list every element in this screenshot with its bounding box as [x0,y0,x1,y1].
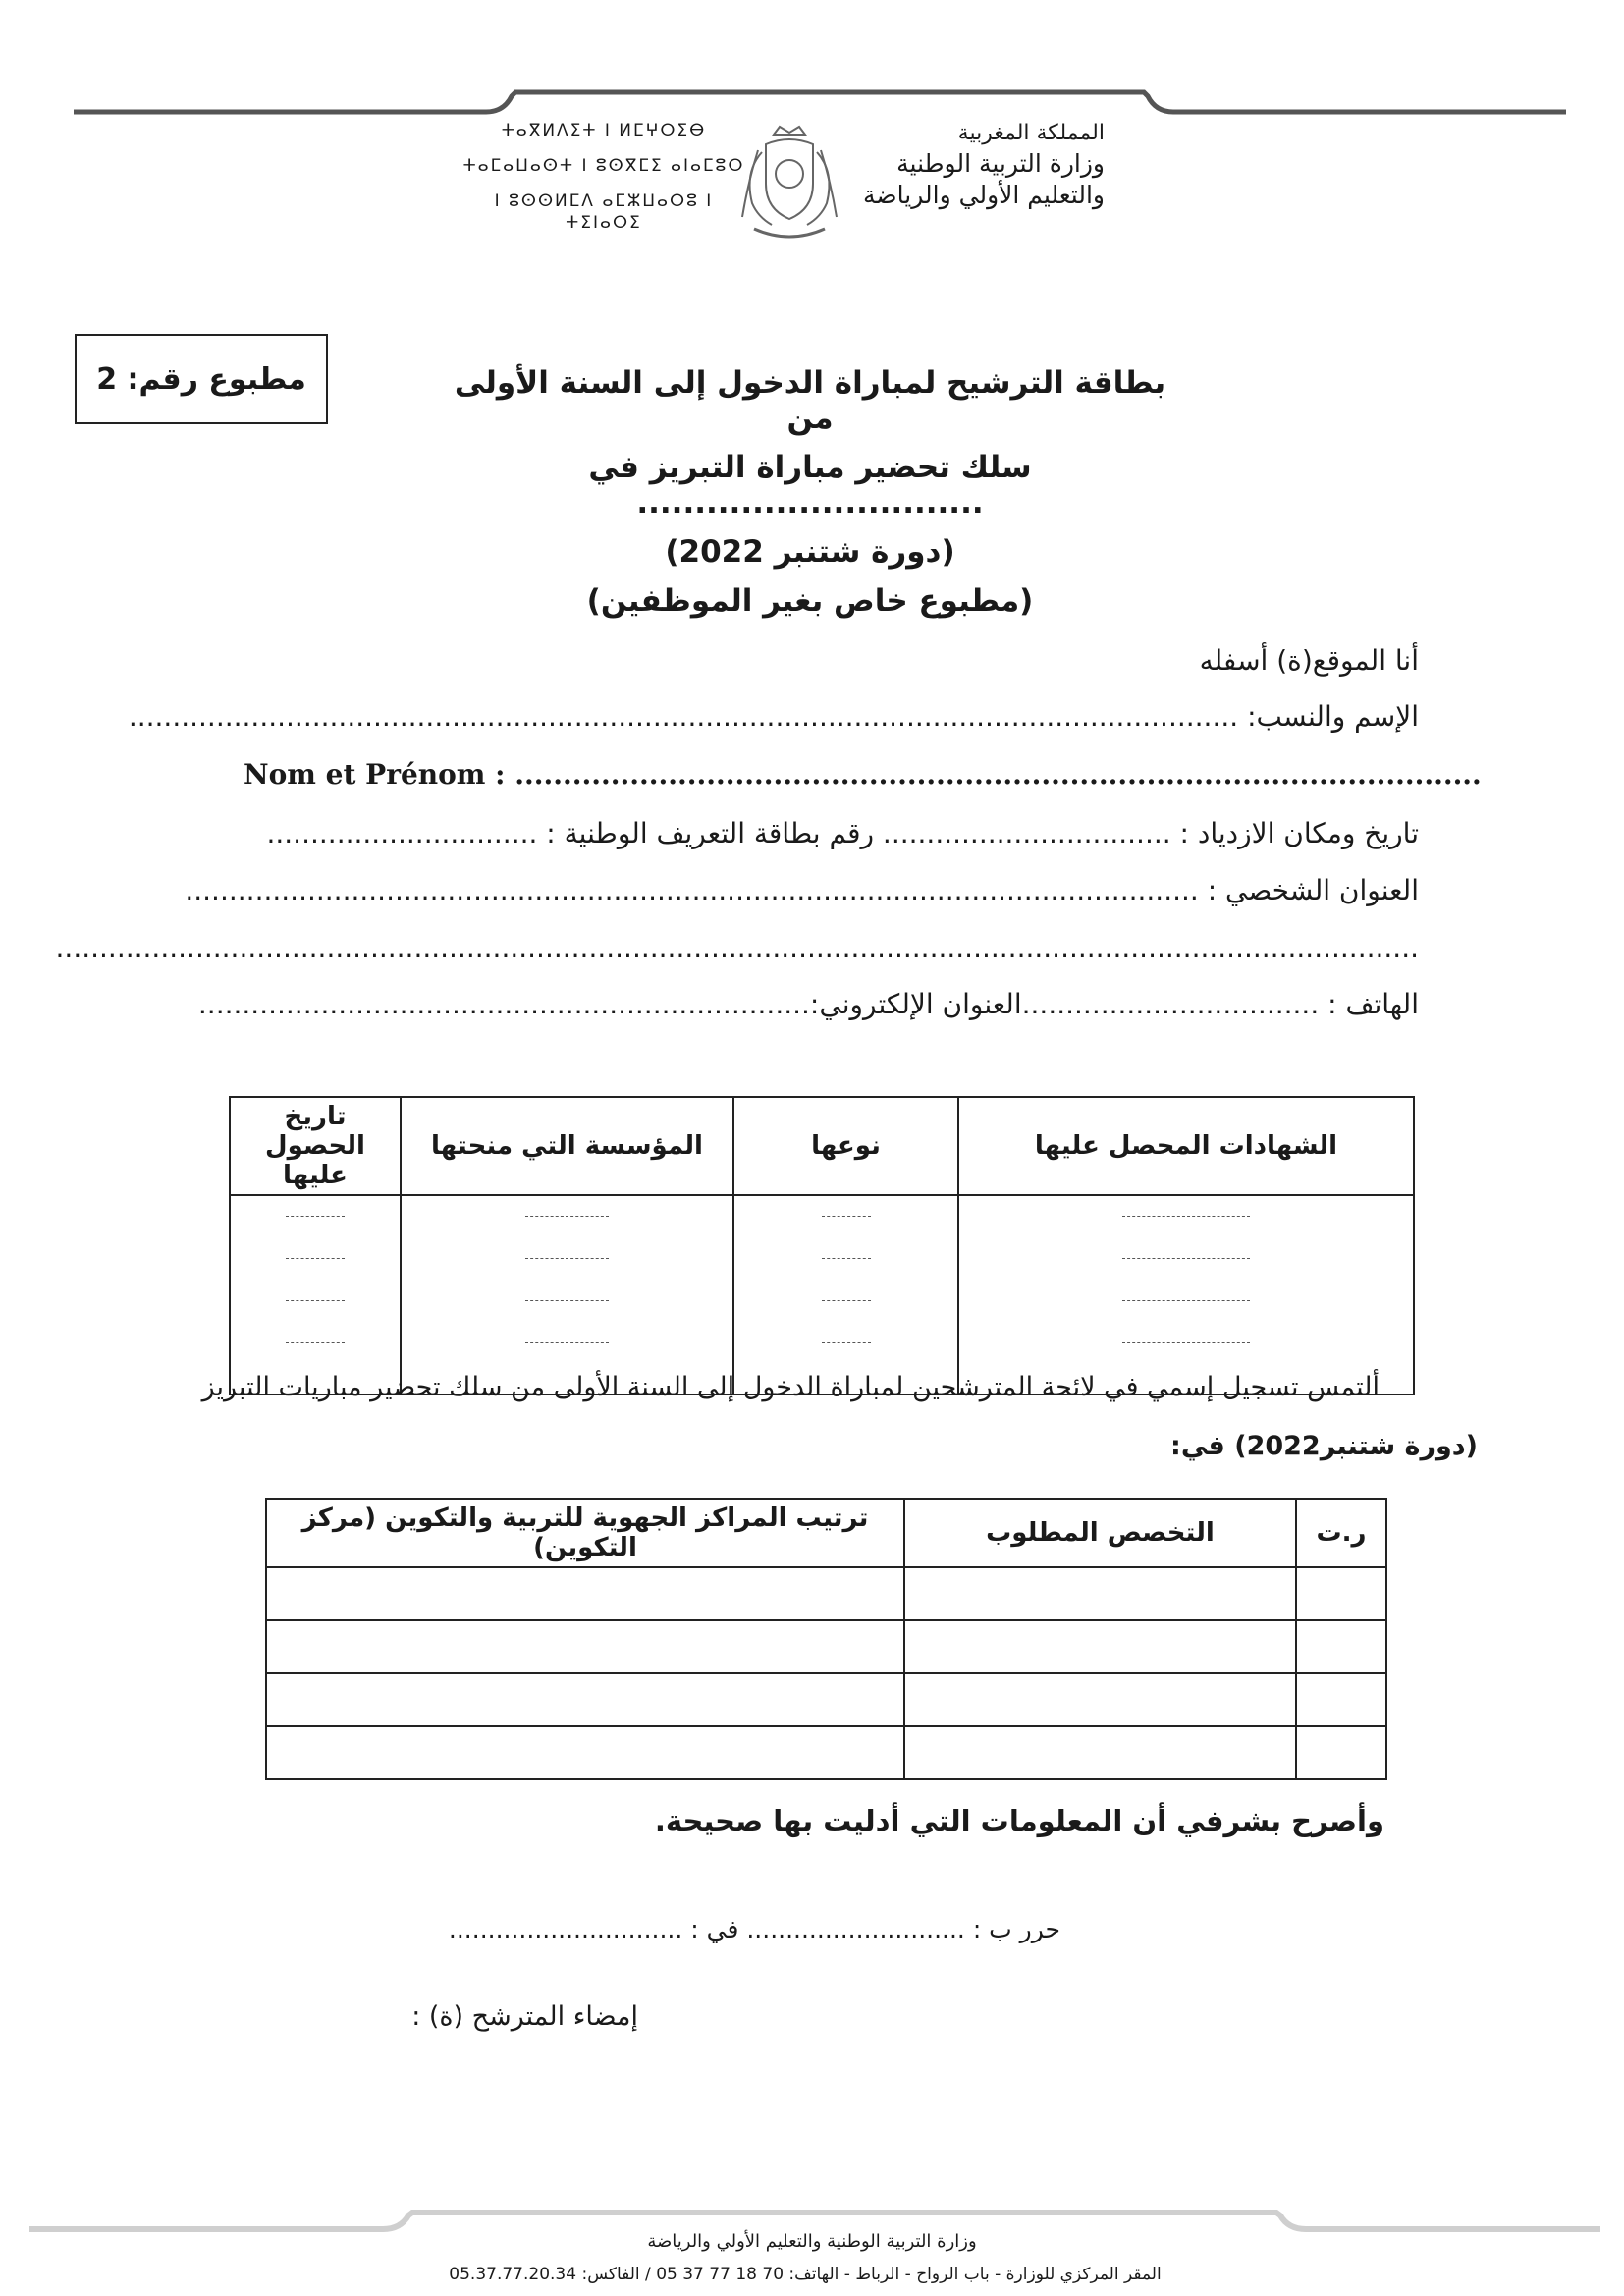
declaration: وأصرح بشرفي أن المعلومات التي أدليت بها صحيحة. [654,1804,1384,1837]
choices-cell-specialty[interactable] [904,1726,1296,1779]
header-ar-line-2: وزارة التربية الوطنية [896,148,1105,178]
choices-cell-specialty[interactable] [904,1567,1296,1620]
birth-id-field[interactable]: تاريخ ومكان الازدياد : ................................. رقم بطاقة التعريف الوطنية : ............................... [266,817,1419,849]
choices-cell-center[interactable] [266,1673,904,1726]
request-line-2: (دورة شتنبر2022) في: [1170,1431,1478,1461]
address-field[interactable]: العنوان الشخصي : .................................................................................................................... [185,874,1419,906]
choices-row [266,1567,1386,1620]
request-line-1: ألتمس تسجيل إسمي في لائحة المترشحين لمباراة الدخول إلى السنة الأولى من سلك تحضير مباريات التبريز [201,1372,1380,1402]
header-ar-line-3: والتعليم الأولي والرياضة [863,181,1105,210]
header-tifinagh [461,120,746,234]
diplomas-body [230,1195,1414,1394]
choices-col-centers: ترتيب المراكز الجهوية للتربية والتكوين (مركز التكوين) [266,1499,904,1567]
diplomas-col-date: تاريخ الحصول عليها [230,1097,401,1195]
diplomas-table [229,1096,1415,1395]
diplomas-header-row [230,1097,1414,1195]
footer-ministry: وزارة التربية الوطنية والتعليم الأولي والرياضة [647,2231,977,2252]
choices-row [266,1673,1386,1726]
title-line-1: بطاقة الترشيح لمباراة الدخول إلى السنة الأولى من [454,365,1166,436]
diplomas-cell-type[interactable] [733,1195,958,1394]
choices-table [265,1498,1387,1780]
choices-cell-rank[interactable] [1296,1567,1386,1620]
header-ar-line-1: المملكة المغربية [957,121,1105,145]
choices-col-specialty: التخصص المطلوب [904,1499,1296,1567]
choices-cell-center[interactable] [266,1726,904,1779]
footer-rule [29,2210,1600,2233]
form-number-box [75,334,328,424]
header-tf-line-3: ⵏ ⵓⵙⵙⵍⵎⴷ ⴰⵎⵣⵡⴰⵔⵓ ⵏ ⵜⵉⵏⴰⵔⵉ [494,191,714,234]
choices-row [266,1620,1386,1673]
choices-cell-center[interactable] [266,1620,904,1673]
name-ar-field[interactable]: الإسم والنسب: ............................................................................................................................... [128,700,1419,733]
candidate-signature[interactable]: إمضاء المترشح (ة) : [411,2001,638,2032]
title-line-2: سلك تحضير مباراة التبريز في .............................. [588,450,1032,520]
choices-cell-specialty[interactable] [904,1620,1296,1673]
title-line-3: (دورة شتنبر 2022) [665,534,955,570]
header-arabic [844,120,1105,212]
signatory-line: أنا الموقع(ة) أسفله [1199,644,1419,677]
diplomas-cell-certificate[interactable] [958,1195,1414,1394]
title-line-4: (مطبوع خاص بغير الموظفين) [586,583,1034,619]
header-rule [74,88,1566,118]
choices-cell-rank[interactable] [1296,1726,1386,1779]
form-title [437,365,1183,619]
diplomas-col-type: نوعها [733,1097,958,1195]
choices-col-rank: ر.ت [1296,1499,1386,1567]
coat-of-arms-emblem [734,123,844,250]
diplomas-col-institution: المؤسسة التي منحتها [401,1097,733,1195]
choices-cell-rank[interactable] [1296,1673,1386,1726]
choices-cell-center[interactable] [266,1567,904,1620]
choices-cell-specialty[interactable] [904,1673,1296,1726]
address-field-continued[interactable]: ............................................................................................................................................................ [55,931,1419,963]
diplomas-cell-date[interactable] [230,1195,401,1394]
diplomas-cell-institution[interactable] [401,1195,733,1394]
choices-cell-rank[interactable] [1296,1620,1386,1673]
name-fr-field[interactable]: Nom et Prénom : ..................................................................................................... [244,758,1482,791]
phone-email-field[interactable]: الهاتف : ..................................العنوان الإلكتروني:...................................................................... [197,988,1419,1020]
form-number: مطبوع رقم: 2 [96,361,306,397]
written-at-field[interactable]: حرر ب : ............................ في : .............................. [448,1915,1060,1943]
diplomas-col-certificate: الشهادات المحصل عليها [958,1097,1414,1195]
header-tf-line-1: ⵜⴰⴳⵍⴷⵉⵜ ⵏ ⵍⵎⵖⵔⵉⴱ [501,121,707,140]
choices-row [266,1726,1386,1779]
header-tf-line-2: ⵜⴰⵎⴰⵡⴰⵙⵜ ⵏ ⵓⵙⴳⵎⵉ ⴰⵏⴰⵎⵓⵔ [462,156,745,177]
footer-address: المقر المركزي للوزارة - باب الرواح - الرباط - الهاتف: 70 18 77 37 05 / الفاكس: 05.37.77.20.34 [449,2265,1162,2284]
choices-header-row [266,1499,1386,1567]
